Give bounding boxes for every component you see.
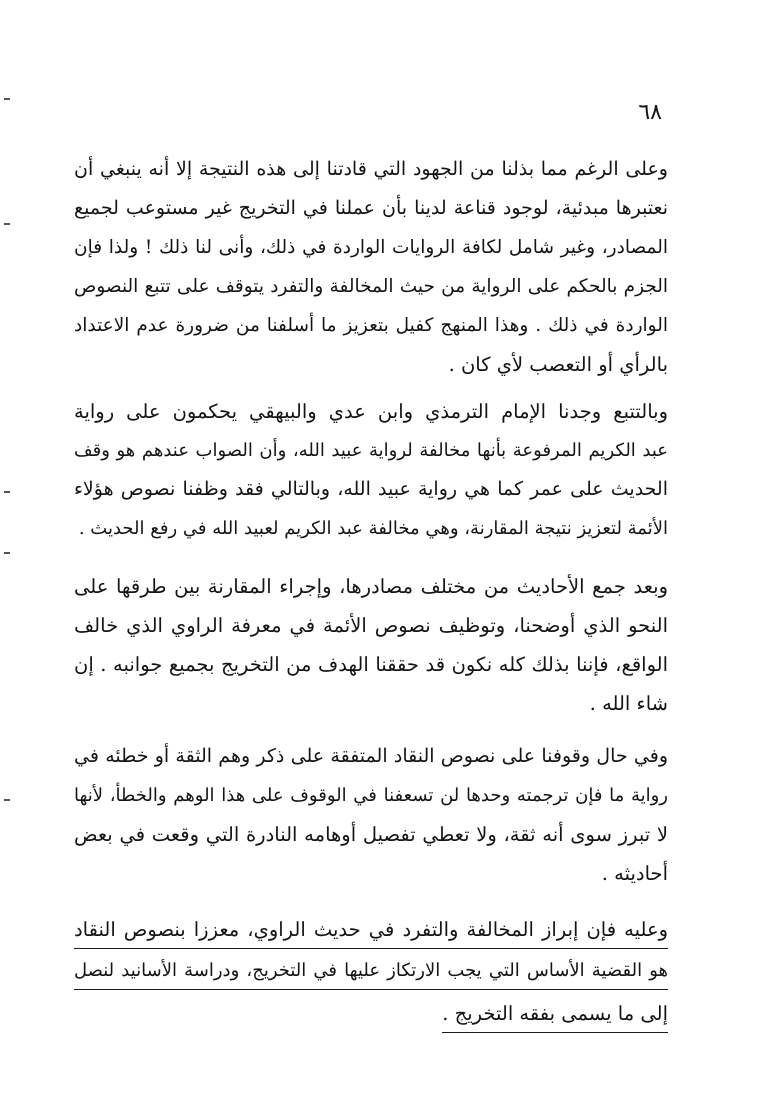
scan-margin-mark (4, 223, 10, 225)
text-line: الأئمة لتعزيز نتيجة المقارنة، وهي مخالفة عبد الكريم لعبيد الله في رفع الحديث . (78, 518, 668, 539)
paragraph-1 (74, 150, 668, 384)
paragraph-3 (74, 567, 668, 723)
text-line: وعلى الرغم مما بذلنا من الجهود التي قادتنا إلى هذه النتيجة إلا أنه ينبغي أن (74, 158, 668, 180)
text-line: عبد الكريم المرفوعة بأنها مخالفة لرواية عبيد الله، وأن الصواب عندهم هو وقف (74, 440, 668, 461)
text-line: الواقع، فإننا بذلك كله نكون قد حققنا الهدف من التخريج بجميع جوانبه . إن (74, 653, 668, 676)
paragraph-5-underlined (74, 912, 668, 1037)
scan-margin-mark (4, 552, 10, 554)
text-line: رواية ما فإن ترجمته وحدها لن تسعفنا في الوقوف على هذا الوهم والخطأ، لأنها (74, 785, 668, 806)
underlined-text-line: هو القضية الأساس التي يجب الارتكاز عليها في التخريج، ودراسة الأسانيد لنصل (74, 953, 668, 990)
text-line: لا تبرز سوى أنه ثقة، ولا تعطي تفصيل أوهامه النادرة التي وقعت في بعض (74, 823, 668, 846)
text-line: الجزم بالحكم على الرواية من حيث المخالفة والتفرد يتوقف على تتبع النصوص (74, 276, 668, 297)
text-line: شاء الله . (589, 692, 668, 715)
text-line: الواردة في ذلك . وهذا المنهج كفيل بتعزيز ما أسلفنا من ضرورة عدم الاعتداد (74, 315, 668, 336)
text-line: المصادر، وغير شامل لكافة الروايات الواردة في ذلك، وأنى لنا ذلك ! ولذا فإن (74, 237, 668, 258)
text-line: وبالتتبع وجدنا الإمام الترمذي وابن عدي والبيهقي يحكمون على رواية (74, 400, 668, 423)
text-line: النحو الذي أوضحنا، وتوظيف نصوص الأئمة في معرفة الراوي الذي خالف (74, 614, 668, 637)
text-line: الحديث على عمر كما هي رواية عبيد الله، وبالتالي فقد وظفنا نصوص هؤلاء (74, 478, 668, 500)
paragraph-2 (74, 392, 668, 548)
underlined-text-line: وعليه فإن إبراز المخالفة والتفرد في حديث الراوي، معززا بنصوص النقاد (74, 912, 668, 949)
text-line: وفي حال وقوفنا على نصوص النقاد المتفقة على ذكر وهم الثقة أو خطئه في (74, 745, 668, 767)
scan-margin-mark (4, 98, 10, 100)
text-line: أحاديثه . (601, 862, 668, 885)
scan-margin-mark (4, 491, 10, 493)
paragraph-4 (74, 737, 668, 893)
page-number: ٦٨ (638, 100, 662, 125)
text-line: وبعد جمع الأحاديث من مختلف مصادرها، وإجراء المقارنة بين طرقها على (74, 575, 668, 598)
underlined-text-line: إلى ما يسمى بفقه التخريج . (442, 996, 668, 1033)
text-line: نعتبرها مبدئية، لوجود قناعة لدينا بأن عملنا في التخريج غير مستوعب لجميع (74, 197, 668, 219)
text-line: بالرأي أو التعصب لأي كان . (448, 353, 668, 376)
scan-margin-mark (4, 799, 10, 801)
